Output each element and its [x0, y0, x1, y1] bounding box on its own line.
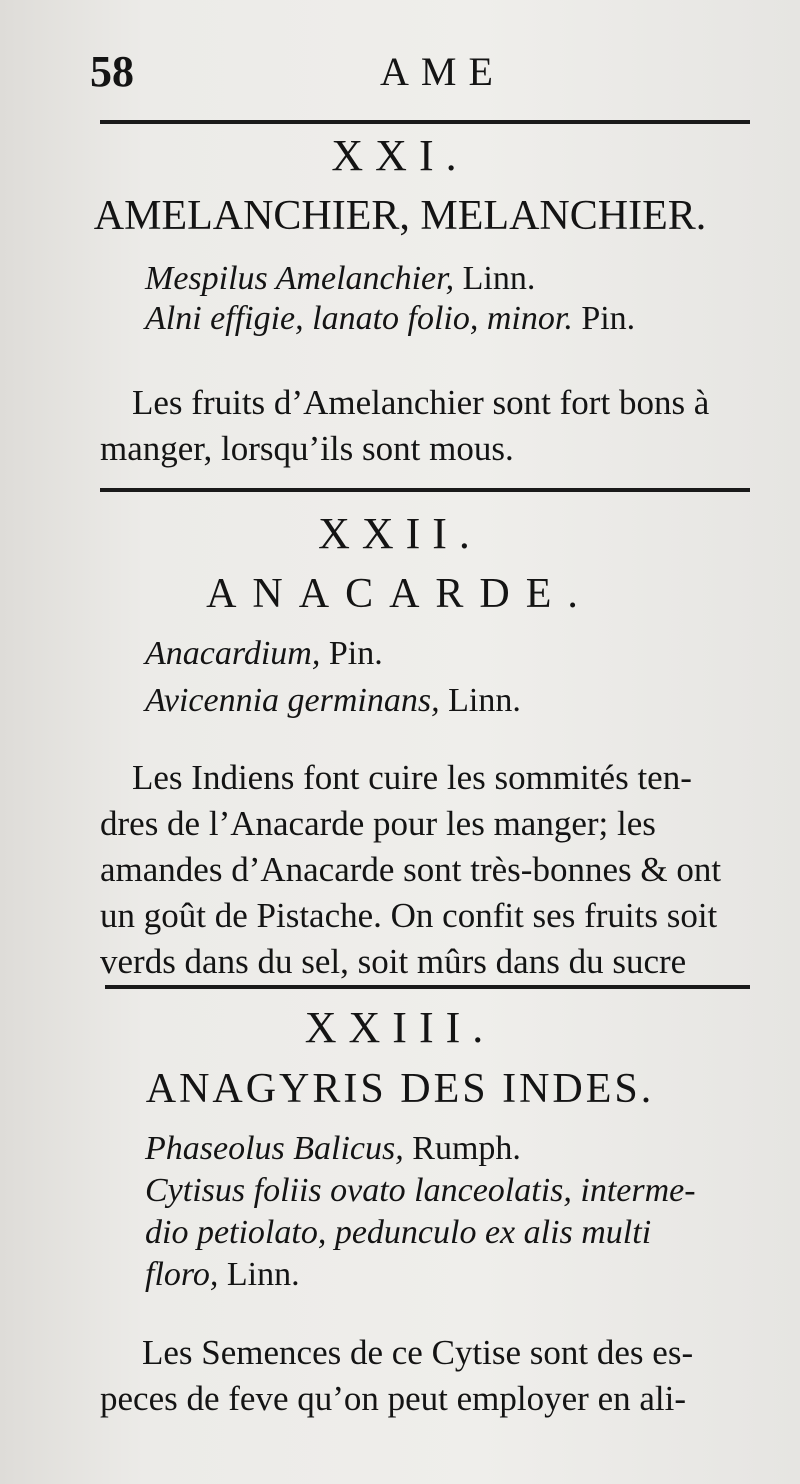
synonym-latin: Mespilus Amelanchier,	[145, 260, 455, 297]
section-rule	[100, 120, 750, 124]
section-title: ANACARDE.	[206, 571, 594, 617]
synonym-latin: floro,	[145, 1256, 219, 1293]
synonym-line	[145, 635, 383, 673]
paragraph-line: amandes d’Anacarde sont très-bonnes & ont	[100, 850, 722, 889]
paragraph-line: manger, lorsqu’ils sont mous.	[100, 429, 514, 468]
synonym-line	[145, 1130, 521, 1168]
synonym-line	[145, 260, 535, 298]
page-number: 58	[90, 47, 134, 96]
section-title: ANAGYRIS DES INDES.	[145, 1066, 655, 1112]
synonym-line	[145, 1172, 696, 1210]
paragraph-line: peces de feve qu’on peut employer en ali-	[100, 1379, 686, 1418]
synonym-latin: dio petiolato, pedunculo ex alis multi	[145, 1214, 652, 1251]
paragraph-line: un goût de Pistache. On confit ses fruits soit	[100, 896, 718, 935]
section-paragraph	[100, 380, 755, 472]
paragraph-line: Les fruits d’Amelanchier sont fort bons à	[132, 383, 710, 422]
paragraph-line: Les Indiens font cuire les sommités ten-	[132, 758, 692, 797]
section-numeral: XXIII.	[304, 1003, 496, 1052]
running-head: AME	[380, 49, 505, 94]
paragraph-line: dres de l’Anacarde pour les manger; les	[100, 804, 656, 843]
synonym-latin: Cytisus foliis ovato lanceolatis, interme-	[145, 1172, 696, 1209]
synonym-author: Linn.	[462, 260, 536, 297]
synonym-line	[145, 682, 521, 720]
synonym-latin: Avicennia germinans,	[145, 682, 440, 719]
synonym-line	[145, 1214, 651, 1252]
page-header	[90, 44, 750, 104]
section-title: AMELANCHIER, MELANCHIER.	[93, 193, 707, 239]
synonym-latin: Alni effigie, lanato folio, minor.	[145, 300, 573, 337]
synonym-latin: Phaseolus Balicus,	[145, 1130, 404, 1167]
synonym-author: Linn.	[448, 682, 521, 719]
synonym-author: Linn.	[226, 1256, 300, 1293]
synonym-author: Rumph.	[412, 1130, 521, 1167]
section-numeral: XXII.	[318, 509, 482, 558]
synonym-line	[145, 300, 635, 338]
section-numeral: XXI.	[331, 131, 469, 180]
paragraph-line: Les Semences de ce Cytise sont des es-	[142, 1333, 694, 1372]
paragraph-line: verds dans du sel, soit mûrs dans du sucre	[100, 942, 687, 981]
section-rule	[105, 985, 750, 989]
synonym-author: Pin.	[581, 300, 636, 337]
section-paragraph	[100, 1330, 760, 1422]
section-paragraph	[100, 755, 760, 985]
synonym-author: Pin.	[328, 635, 383, 672]
section-rule	[100, 488, 750, 492]
synonym-latin: Anacardium,	[145, 635, 321, 672]
synonym-line	[145, 1256, 300, 1294]
